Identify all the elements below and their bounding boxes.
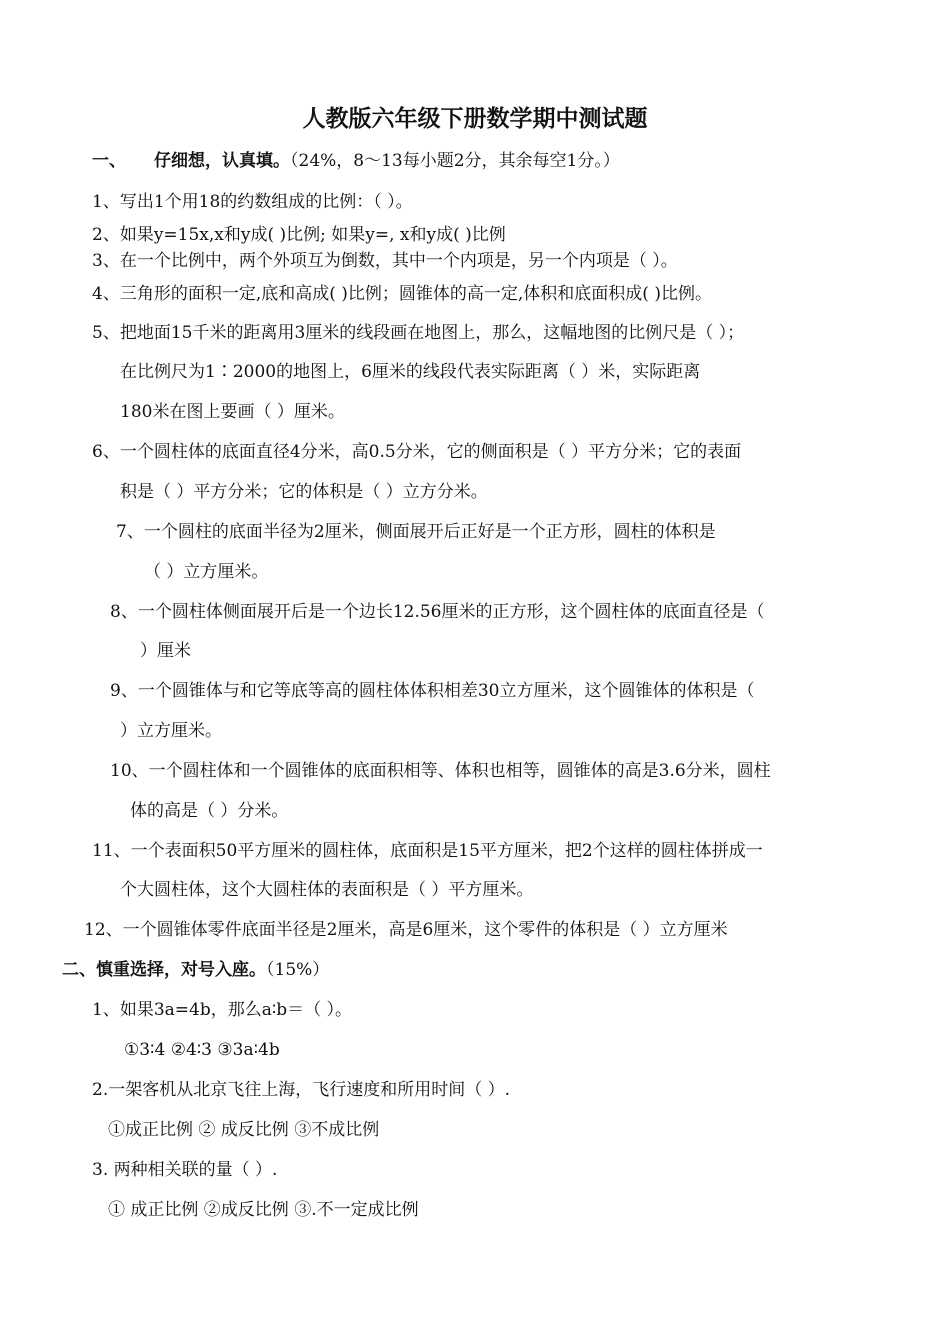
q2-2-options: ①成正比例 ② 成反比例 ③不成比例	[108, 1120, 380, 1140]
section2-heading: 二、慎重选择，对号入座。	[62, 960, 266, 980]
q2-1: 1、如果3a=4b，那么a∶b＝（ ）。	[92, 1000, 353, 1020]
q1-9-line2: ）立方厘米。	[120, 721, 222, 741]
q1-1: 1、写出1个用18的约数组成的比例：（ ）。	[92, 192, 413, 212]
q1-7-line1: 7、一个圆柱的底面半径为2厘米，侧面展开后正好是一个正方形，圆柱的体积是	[116, 522, 716, 542]
q2-3: 3. 两种相关联的量（ ）.	[92, 1160, 278, 1180]
q1-11-line1: 11、一个表面积50平方厘米的圆柱体，底面积是15平方厘米，把2个这样的圆柱体拼成一	[92, 841, 763, 861]
q2-2: 2.一架客机从北京飞往上海，飞行速度和所用时间（ ）.	[92, 1080, 511, 1100]
q1-9-line1: 9、一个圆锥体与和它等底等高的圆柱体体积相差30立方厘米，这个圆锥体的体积是（	[110, 681, 755, 701]
section2-header	[62, 959, 329, 981]
q1-5-line3: 180米在图上要画（ ）厘米。	[120, 402, 345, 422]
q1-4: 4、三角形的面积一定,底和高成( )比例；圆锥体的高一定,体积和底面积成( )比例。	[92, 284, 712, 304]
q1-10-line1: 10、一个圆柱体和一个圆锥体的底面积相等、体积也相等，圆锥体的高是3.6分米，圆柱	[110, 761, 771, 781]
q1-12: 12、一个圆锥体零件底面半径是2厘米，高是6厘米，这个零件的体积是（ ）立方厘米	[84, 920, 728, 940]
q1-3: 3、在一个比例中，两个外项互为倒数，其中一个内项是，另一个内项是（ ）。	[92, 251, 678, 271]
q1-10-line2: 体的高是（ ）分米。	[130, 801, 289, 821]
q1-2: 2、如果y=15x,x和y成( )比例; 如果y=, x和y成( )比例	[92, 225, 506, 245]
q1-5-line2: 在比例尺为1∶2000的地图上，6厘米的线段代表实际距离（ ）米，实际距离	[120, 362, 701, 382]
q1-6-line1: 6、一个圆柱体的底面直径4分米，高0.5分米，它的侧面积是（ ）平方分米；它的表面	[92, 442, 742, 462]
section1-note: （24%，8～13每小题2分，其余每空1分。）	[290, 151, 620, 171]
q1-6-line2: 积是（ ）平方分米；它的体积是（ ）立方分米。	[120, 482, 488, 502]
section2-note: （15%）	[266, 960, 330, 980]
section1-header	[92, 150, 620, 172]
q1-8-line1: 8、一个圆柱体侧面展开后是一个边长12.56厘米的正方形，这个圆柱体的底面直径是（	[110, 602, 765, 622]
q2-3-options: ① 成正比例 ②成反比例 ③.不一定成比例	[108, 1200, 419, 1220]
q1-11-line2: 个大圆柱体，这个大圆柱体的表面积是（ ）平方厘米。	[120, 880, 534, 900]
q1-5-line1: 5、把地面15千米的距离用3厘米的线段画在地图上，那么，这幅地图的比例尺是（ ）；	[92, 323, 745, 343]
q1-7-line2: （ ）立方厘米。	[144, 562, 269, 582]
q1-8-line2: ）厘米	[140, 641, 191, 661]
section1-heading: 仔细想，认真填。	[154, 151, 290, 171]
section1-number: 一、	[92, 151, 126, 171]
page-title: 人教版六年级下册数学期中测试题	[302, 105, 648, 132]
q2-1-options: ①3∶4 ②4∶3 ③3a∶4b	[124, 1040, 280, 1060]
